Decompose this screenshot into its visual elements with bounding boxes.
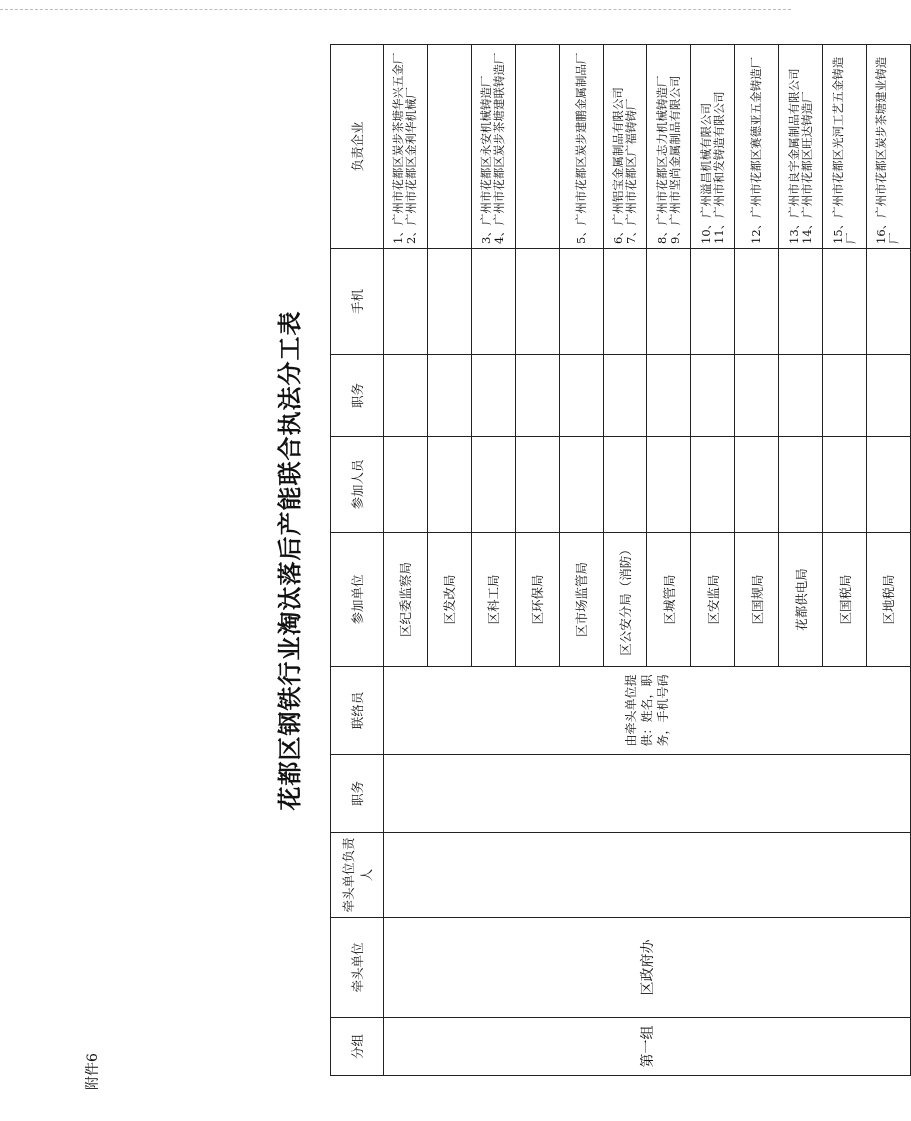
header-participating-unit: 参加单位 xyxy=(331,533,384,667)
liaison-note-cell: 由牵头单位提供：姓名，职务，手机号码 xyxy=(384,667,911,755)
participating-unit-cell: 区发改局 xyxy=(427,533,471,667)
table-row xyxy=(384,45,428,1076)
mobile-cell xyxy=(691,249,735,355)
lead-unit-cell: 区政府办 xyxy=(384,918,911,1018)
group-name-cell: 第一组 xyxy=(384,1018,911,1076)
responsible-enterprises-cell: 16、广州市花都区炭步茶塘建业铸造厂 xyxy=(866,45,910,249)
assignment-table xyxy=(330,44,911,1076)
participant-position-cell xyxy=(691,355,735,437)
mobile-cell xyxy=(471,249,515,355)
responsible-enterprises-cell: 13、广州市良宇金属制品有限公司 14、广州市花都区旺达铸造厂 xyxy=(779,45,823,249)
participant-cell xyxy=(384,437,428,533)
header-lead-unit: 牵头单位 xyxy=(331,918,384,1018)
responsible-enterprises-cell: 6、广州铝宝金属制品有限公司 7、广州市花都区广福铸铸厂 xyxy=(603,45,647,249)
responsible-enterprises-cell xyxy=(515,45,559,249)
participating-unit-cell: 区安监局 xyxy=(691,533,735,667)
lead-position-cell xyxy=(384,755,911,833)
participant-cell xyxy=(515,437,559,533)
responsible-enterprises-cell: 3、广州市花都区永安机械铸造厂 4、广州市花都区炭步茶塘建联铸造厂 xyxy=(471,45,515,249)
mobile-cell xyxy=(384,249,428,355)
participant-position-cell xyxy=(647,355,691,437)
responsible-enterprises-cell: 12、广州市花都区赛德亚五金铸造厂 xyxy=(735,45,779,249)
mobile-cell xyxy=(603,249,647,355)
participant-cell xyxy=(779,437,823,533)
participant-position-cell xyxy=(471,355,515,437)
participating-unit-cell: 花都供电局 xyxy=(779,533,823,667)
participant-position-cell xyxy=(866,355,910,437)
participant-cell xyxy=(559,437,603,533)
participant-position-cell xyxy=(735,355,779,437)
table-body xyxy=(384,45,911,1076)
participant-position-cell xyxy=(779,355,823,437)
responsible-enterprises-cell: 15、广州市花都区光河工艺五金铸造厂 xyxy=(823,45,867,249)
participant-position-cell xyxy=(559,355,603,437)
mobile-cell xyxy=(779,249,823,355)
header-row xyxy=(331,45,384,1076)
mobile-cell xyxy=(647,249,691,355)
participant-position-cell xyxy=(427,355,471,437)
participant-cell xyxy=(866,437,910,533)
participant-cell xyxy=(471,437,515,533)
participant-position-cell xyxy=(603,355,647,437)
participating-unit-cell: 区城管局 xyxy=(647,533,691,667)
responsible-enterprises-cell: 10、广州溢昌机械有限公司 11、广州市和发铸造有限公司 xyxy=(691,45,735,249)
mobile-cell xyxy=(515,249,559,355)
mobile-cell xyxy=(559,249,603,355)
participant-cell xyxy=(427,437,471,533)
header-participant-position: 职务 xyxy=(331,355,384,437)
header-lead-person: 牵头单位负责人 xyxy=(331,833,384,918)
rotated-sheet xyxy=(270,45,911,1076)
participating-unit-cell: 区国税局 xyxy=(823,533,867,667)
header-responsible-enterprises: 负责企业 xyxy=(331,45,384,249)
header-mobile: 手机 xyxy=(331,249,384,355)
mobile-cell xyxy=(866,249,910,355)
participating-unit-cell: 区公安分局（消防） xyxy=(603,533,647,667)
mobile-cell xyxy=(735,249,779,355)
participating-unit-cell: 区环保局 xyxy=(515,533,559,667)
participant-position-cell xyxy=(515,355,559,437)
attachment-label: 附件6 xyxy=(85,1053,101,1090)
participating-unit-cell: 区纪委监察局 xyxy=(384,533,428,667)
participating-unit-cell: 区科工局 xyxy=(471,533,515,667)
header-group: 分组 xyxy=(331,1018,384,1076)
lead-person-cell xyxy=(384,833,911,918)
header-liaison: 联络员 xyxy=(331,667,384,755)
responsible-enterprises-cell: 1、广州市花都区炭步茶塘华兴五金厂2、广州市花都区金利华机械厂 xyxy=(384,45,428,249)
participating-unit-cell: 区地税局 xyxy=(866,533,910,667)
participating-unit-cell: 区市场监管局 xyxy=(559,533,603,667)
participating-unit-cell: 区国规局 xyxy=(735,533,779,667)
mobile-cell xyxy=(823,249,867,355)
participant-cell xyxy=(735,437,779,533)
responsible-enterprises-cell: 8、广州市花都区志力机械铸造厂 9、广州市坚尚金属制品有限公司 xyxy=(647,45,691,249)
participant-position-cell xyxy=(823,355,867,437)
scan-edge-line xyxy=(0,9,791,11)
participant-cell xyxy=(823,437,867,533)
responsible-enterprises-cell: 5、广州市花都区炭步建鹏金属制品厂 xyxy=(559,45,603,249)
header-participant: 参加人员 xyxy=(331,437,384,533)
participant-cell xyxy=(647,437,691,533)
participant-cell xyxy=(603,437,647,533)
document-title: 花都区钢铁行业淘汰落后产能联合执法分工表 xyxy=(275,310,304,811)
mobile-cell xyxy=(427,249,471,355)
header-position: 职务 xyxy=(331,755,384,833)
responsible-enterprises-cell xyxy=(427,45,471,249)
participant-cell xyxy=(691,437,735,533)
participant-position-cell xyxy=(384,355,428,437)
